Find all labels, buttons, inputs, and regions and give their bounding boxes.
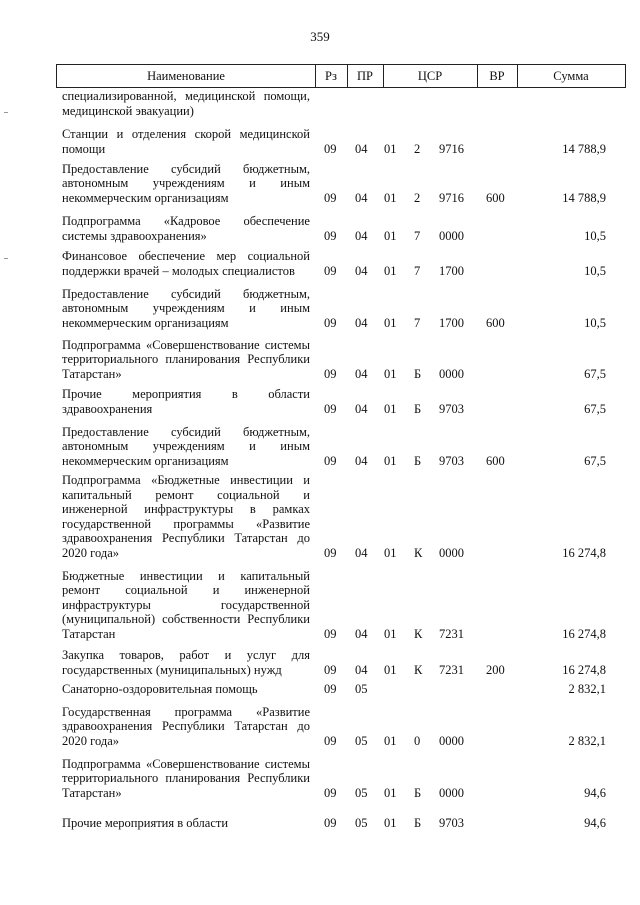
- row-pr: 04: [355, 401, 368, 416]
- row-sum: 94,6: [584, 815, 606, 830]
- header-vr: ВР: [477, 65, 518, 87]
- row-pr: 05: [355, 815, 368, 830]
- table-row: [0, 816, 640, 831]
- row-csr-code: 9716: [439, 190, 464, 205]
- row-csr-subprogram: Б: [414, 453, 422, 468]
- row-pr: 04: [355, 366, 368, 381]
- row-rz: 09: [324, 453, 337, 468]
- row-csr-code: 0000: [439, 366, 464, 381]
- row-sum: 10,5: [584, 228, 606, 243]
- row-csr-subprogram: Б: [414, 785, 422, 800]
- row-csr-subprogram: Б: [414, 815, 422, 830]
- row-name: Предоставление субсидий бюджетным, автономным учреждениям и иным некоммерческим организациям: [62, 161, 310, 205]
- row-rz: 09: [324, 785, 337, 800]
- row-rz: 09: [324, 681, 337, 696]
- row-rz: 09: [324, 662, 337, 677]
- row-pr: 04: [355, 662, 368, 677]
- row-name: специализированной, медицинской помощи, медицинской эвакуации): [62, 89, 310, 118]
- row-csr-program: 01: [384, 785, 397, 800]
- row-vr: 600: [486, 190, 505, 205]
- row-csr-program: 01: [384, 626, 397, 641]
- row-csr-code: 9703: [439, 453, 464, 468]
- row-sum: 67,5: [584, 366, 606, 381]
- row-csr-subprogram: 2: [414, 190, 421, 205]
- row-name: Прочие мероприятия в области: [62, 815, 229, 830]
- row-name: Предоставление субсидий бюджетным, автономным учреждениям и иным некоммерческим организациям: [62, 424, 310, 468]
- table-row: [0, 127, 640, 156]
- row-sum: 10,5: [584, 315, 606, 330]
- row-csr-program: 01: [384, 366, 397, 381]
- row-pr: 04: [355, 141, 368, 156]
- header-sum: Сумма: [553, 69, 589, 83]
- page-number: 359: [310, 29, 330, 44]
- row-pr: 04: [355, 263, 368, 278]
- row-rz: 09: [324, 263, 337, 278]
- row-sum: 94,6: [584, 785, 606, 800]
- table-row: [0, 569, 640, 642]
- row-sum: 14 788,9: [562, 141, 606, 156]
- row-csr-code: 0000: [439, 545, 464, 560]
- row-pr: 05: [355, 733, 368, 748]
- header-pr: ПР: [347, 65, 384, 87]
- row-csr-subprogram: 7: [414, 228, 421, 243]
- row-csr-program: 01: [384, 190, 397, 205]
- table-row: [0, 473, 640, 560]
- row-pr: 05: [355, 681, 368, 696]
- row-pr: 04: [355, 315, 368, 330]
- row-csr-subprogram: К: [414, 626, 423, 641]
- row-rz: 09: [324, 626, 337, 641]
- row-name: Закупка товаров, работ и услуг для государственных (муниципальных) нужд: [62, 648, 310, 677]
- row-csr-program: 01: [384, 401, 397, 416]
- table-row: [0, 162, 640, 206]
- row-csr-subprogram: 7: [414, 263, 421, 278]
- row-csr-subprogram: Б: [414, 366, 422, 381]
- header-rz: Рз: [315, 65, 348, 87]
- table-row: [0, 682, 640, 697]
- row-csr-subprogram: К: [414, 545, 423, 560]
- row-name: Бюджетные инвестиции и капитальный ремонт социальной и инженерной инфраструктуры государственной (муниципальной) собственности Республики Татарстан: [62, 568, 310, 641]
- table-row: [0, 648, 640, 677]
- row-vr: 200: [486, 662, 505, 677]
- row-pr: 04: [355, 545, 368, 560]
- row-vr: 600: [486, 315, 505, 330]
- row-csr-program: 01: [384, 733, 397, 748]
- row-csr-subprogram: 0: [414, 733, 421, 748]
- table-row: [0, 214, 640, 243]
- row-sum: 16 274,8: [562, 626, 606, 641]
- table-header: [56, 64, 626, 88]
- row-csr-subprogram: 2: [414, 141, 421, 156]
- row-sum: 2 832,1: [568, 681, 606, 696]
- table-row: [0, 387, 640, 416]
- row-csr-code: 7231: [439, 626, 464, 641]
- row-rz: 09: [324, 545, 337, 560]
- table-row: [0, 338, 640, 382]
- row-name: Государственная программа «Развитие здравоохранения Республики Татарстан до 2020 года»: [62, 704, 310, 748]
- row-name: Финансовое обеспечение мер социальной поддержки врачей – молодых специалистов: [62, 249, 310, 278]
- header-name: Наименование: [57, 65, 316, 87]
- row-csr-code: 1700: [439, 263, 464, 278]
- row-csr-program: 01: [384, 315, 397, 330]
- row-csr-program: 01: [384, 228, 397, 243]
- scan-mark: [4, 112, 8, 113]
- row-rz: 09: [324, 141, 337, 156]
- row-rz: 09: [324, 315, 337, 330]
- row-sum: 10,5: [584, 263, 606, 278]
- row-sum: 16 274,8: [562, 662, 606, 677]
- row-name: Санаторно-оздоровительная помощь: [62, 681, 258, 696]
- row-csr-program: 01: [384, 815, 397, 830]
- table-row: [0, 757, 640, 801]
- row-sum: 2 832,1: [568, 733, 606, 748]
- row-sum: 16 274,8: [562, 545, 606, 560]
- row-name: Станции и отделения скорой медицинской помощи: [62, 127, 310, 156]
- row-csr-code: 9703: [439, 815, 464, 830]
- table-row: [0, 249, 640, 278]
- row-name: Подпрограмма «Совершенствование системы территориального планирования Республики Татарстан»: [62, 337, 310, 381]
- row-pr: 04: [355, 626, 368, 641]
- row-csr-code: 9703: [439, 401, 464, 416]
- row-csr-program: 01: [384, 263, 397, 278]
- row-csr-code: 7231: [439, 662, 464, 677]
- table-row: [0, 425, 640, 469]
- row-csr-code: 0000: [439, 228, 464, 243]
- row-name: Предоставление субсидий бюджетным, автономным учреждениям и иным некоммерческим организациям: [62, 286, 310, 330]
- row-rz: 09: [324, 815, 337, 830]
- row-csr-program: 01: [384, 453, 397, 468]
- scan-mark: [4, 258, 8, 259]
- table-row: [0, 287, 640, 331]
- row-csr-code: 1700: [439, 315, 464, 330]
- row-sum: 14 788,9: [562, 190, 606, 205]
- row-csr-code: 9716: [439, 141, 464, 156]
- header-csr: ЦСР: [383, 65, 478, 87]
- row-csr-code: 0000: [439, 733, 464, 748]
- row-csr-program: 01: [384, 662, 397, 677]
- row-rz: 09: [324, 366, 337, 381]
- row-pr: 04: [355, 228, 368, 243]
- row-name: Прочие мероприятия в области здравоохранения: [62, 387, 310, 416]
- row-csr-program: 01: [384, 141, 397, 156]
- row-pr: 04: [355, 190, 368, 205]
- row-rz: 09: [324, 733, 337, 748]
- row-csr-code: 0000: [439, 785, 464, 800]
- row-rz: 09: [324, 228, 337, 243]
- row-rz: 09: [324, 190, 337, 205]
- row-pr: 05: [355, 785, 368, 800]
- row-pr: 04: [355, 453, 368, 468]
- row-name: Подпрограмма «Кадровое обеспечение системы здравоохранения»: [62, 214, 310, 243]
- row-rz: 09: [324, 401, 337, 416]
- row-name: Подпрограмма «Бюджетные инвестиции и капитальный ремонт социальной и инженерной инфраструктуры в рамках государственной программы «Развитие здравоохранения Республики Татарстан до 2020 года»: [62, 473, 310, 560]
- row-sum: 67,5: [584, 401, 606, 416]
- row-csr-subprogram: Б: [414, 401, 422, 416]
- row-name: Подпрограмма «Совершенствование системы территориального планирования Республики Татарстан»: [62, 756, 310, 800]
- row-csr-subprogram: К: [414, 662, 423, 677]
- row-sum: 67,5: [584, 453, 606, 468]
- table-row: [0, 89, 640, 118]
- row-vr: 600: [486, 453, 505, 468]
- row-csr-program: 01: [384, 545, 397, 560]
- row-csr-subprogram: 7: [414, 315, 421, 330]
- table-row: [0, 705, 640, 749]
